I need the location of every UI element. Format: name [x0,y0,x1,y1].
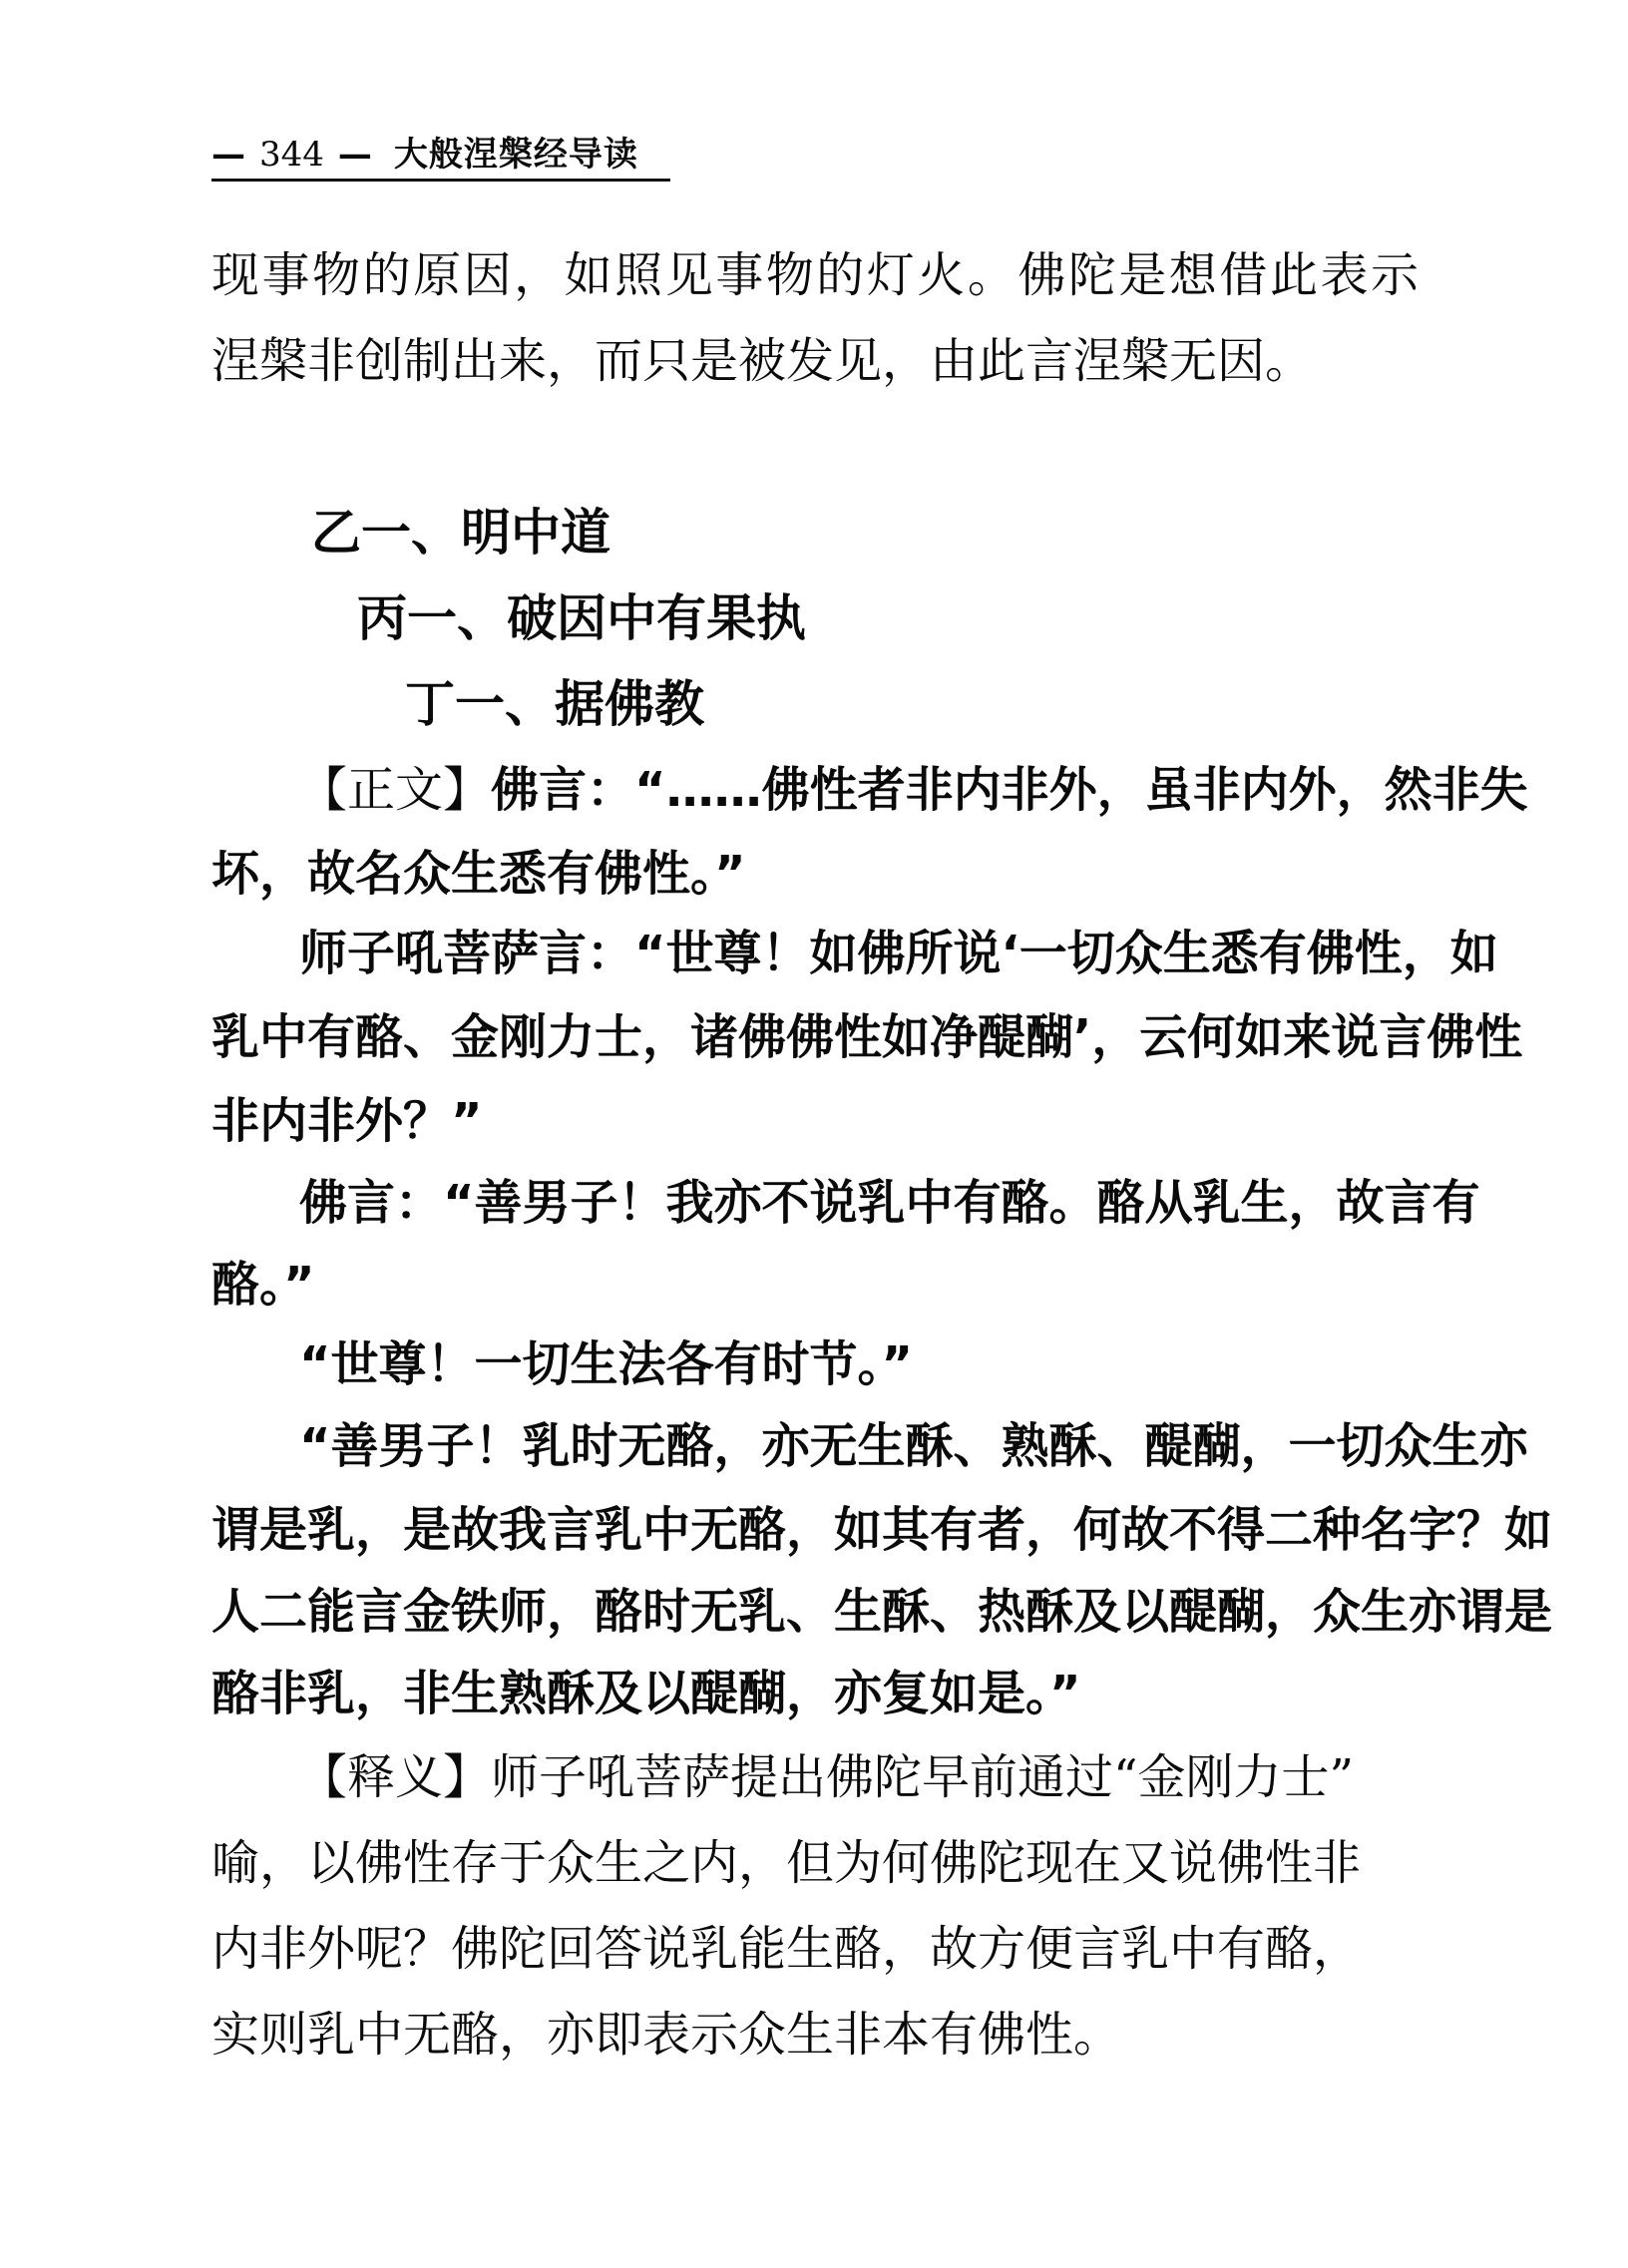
header-dash-left: — [211,135,245,175]
scripture-p1-line-2: 坏，故名众生悉有佛性。” [211,846,746,902]
scripture-p2-line-2: 乳中有酪、金刚力士，诸佛佛性如净醍醐’，云何如来说言佛性 [211,1009,1523,1065]
running-header [211,130,670,182]
commentary-line-2: 喻，以佛性存于众生之内，但为何佛陀现在又说佛性非 [211,1835,1362,1891]
scripture-p3-line-1: 佛言：“善男子！我亦不说乳中有酪。酪从乳生，故言有 [299,1175,1480,1231]
intro-line-2: 涅槃非创制出来，而只是被发见，由此言涅槃无因。 [211,333,1314,389]
page-number: 344 [259,135,324,175]
commentary-line-1-text: 师子吼菩萨提出佛陀早前通过“金刚力士” [491,1749,1355,1805]
heading-level-1: 乙一、明中道 [311,504,610,562]
scripture-p5-line-1: “善男子！乳时无酪，亦无生酥、熟酥、醍醐，一切众生亦 [299,1418,1528,1474]
scripture-p3-line-2: 酪。” [211,1257,315,1313]
heading-level-2: 丙一、破因中有果执 [357,589,806,647]
scripture-p4-line-1: “世尊！一切生法各有时节。” [299,1336,914,1392]
book-title: 大般涅槃经导读 [393,135,638,175]
commentary-label: 【释义】 [299,1749,492,1805]
scripture-p2-line-1: 师子吼菩萨言：“世尊！如佛所说‘一切众生悉有佛性，如 [299,926,1498,981]
scripture-p5-line-3: 人二能言金铁师，酪时无乳、生酥、热酥及以醍醐，众生亦谓是 [211,1584,1553,1640]
scripture-label: 【正文】 [299,762,492,818]
scripture-p2-line-3: 非内非外？” [211,1093,483,1149]
commentary-line-4: 实则乳中无酪，亦即表示众生非本有佛性。 [211,2007,1122,2063]
scripture-p5-line-4: 酪非乳，非生熟酥及以醍醐，亦复如是。” [211,1666,1081,1721]
commentary-line-3: 内非外呢？佛陀回答说乳能生酪，故方便言乳中有酪， [211,1921,1362,1977]
heading-level-3: 丁一、据佛教 [405,675,704,733]
scripture-line-1 [299,760,1528,820]
scripture-p5-line-2: 谓是乳，是故我言乳中无酪，如其有者，何故不得二种名字？如 [211,1502,1553,1558]
header-dash-right: — [337,135,372,175]
commentary-line-1 [299,1747,1354,1807]
intro-line-1: 现事物的原因，如照见事物的灯火。佛陀是想借此表示 [211,247,1419,303]
scripture-p1-line-1: 佛言：“……佛性者非内非外，虽非内外，然非失 [491,762,1528,818]
